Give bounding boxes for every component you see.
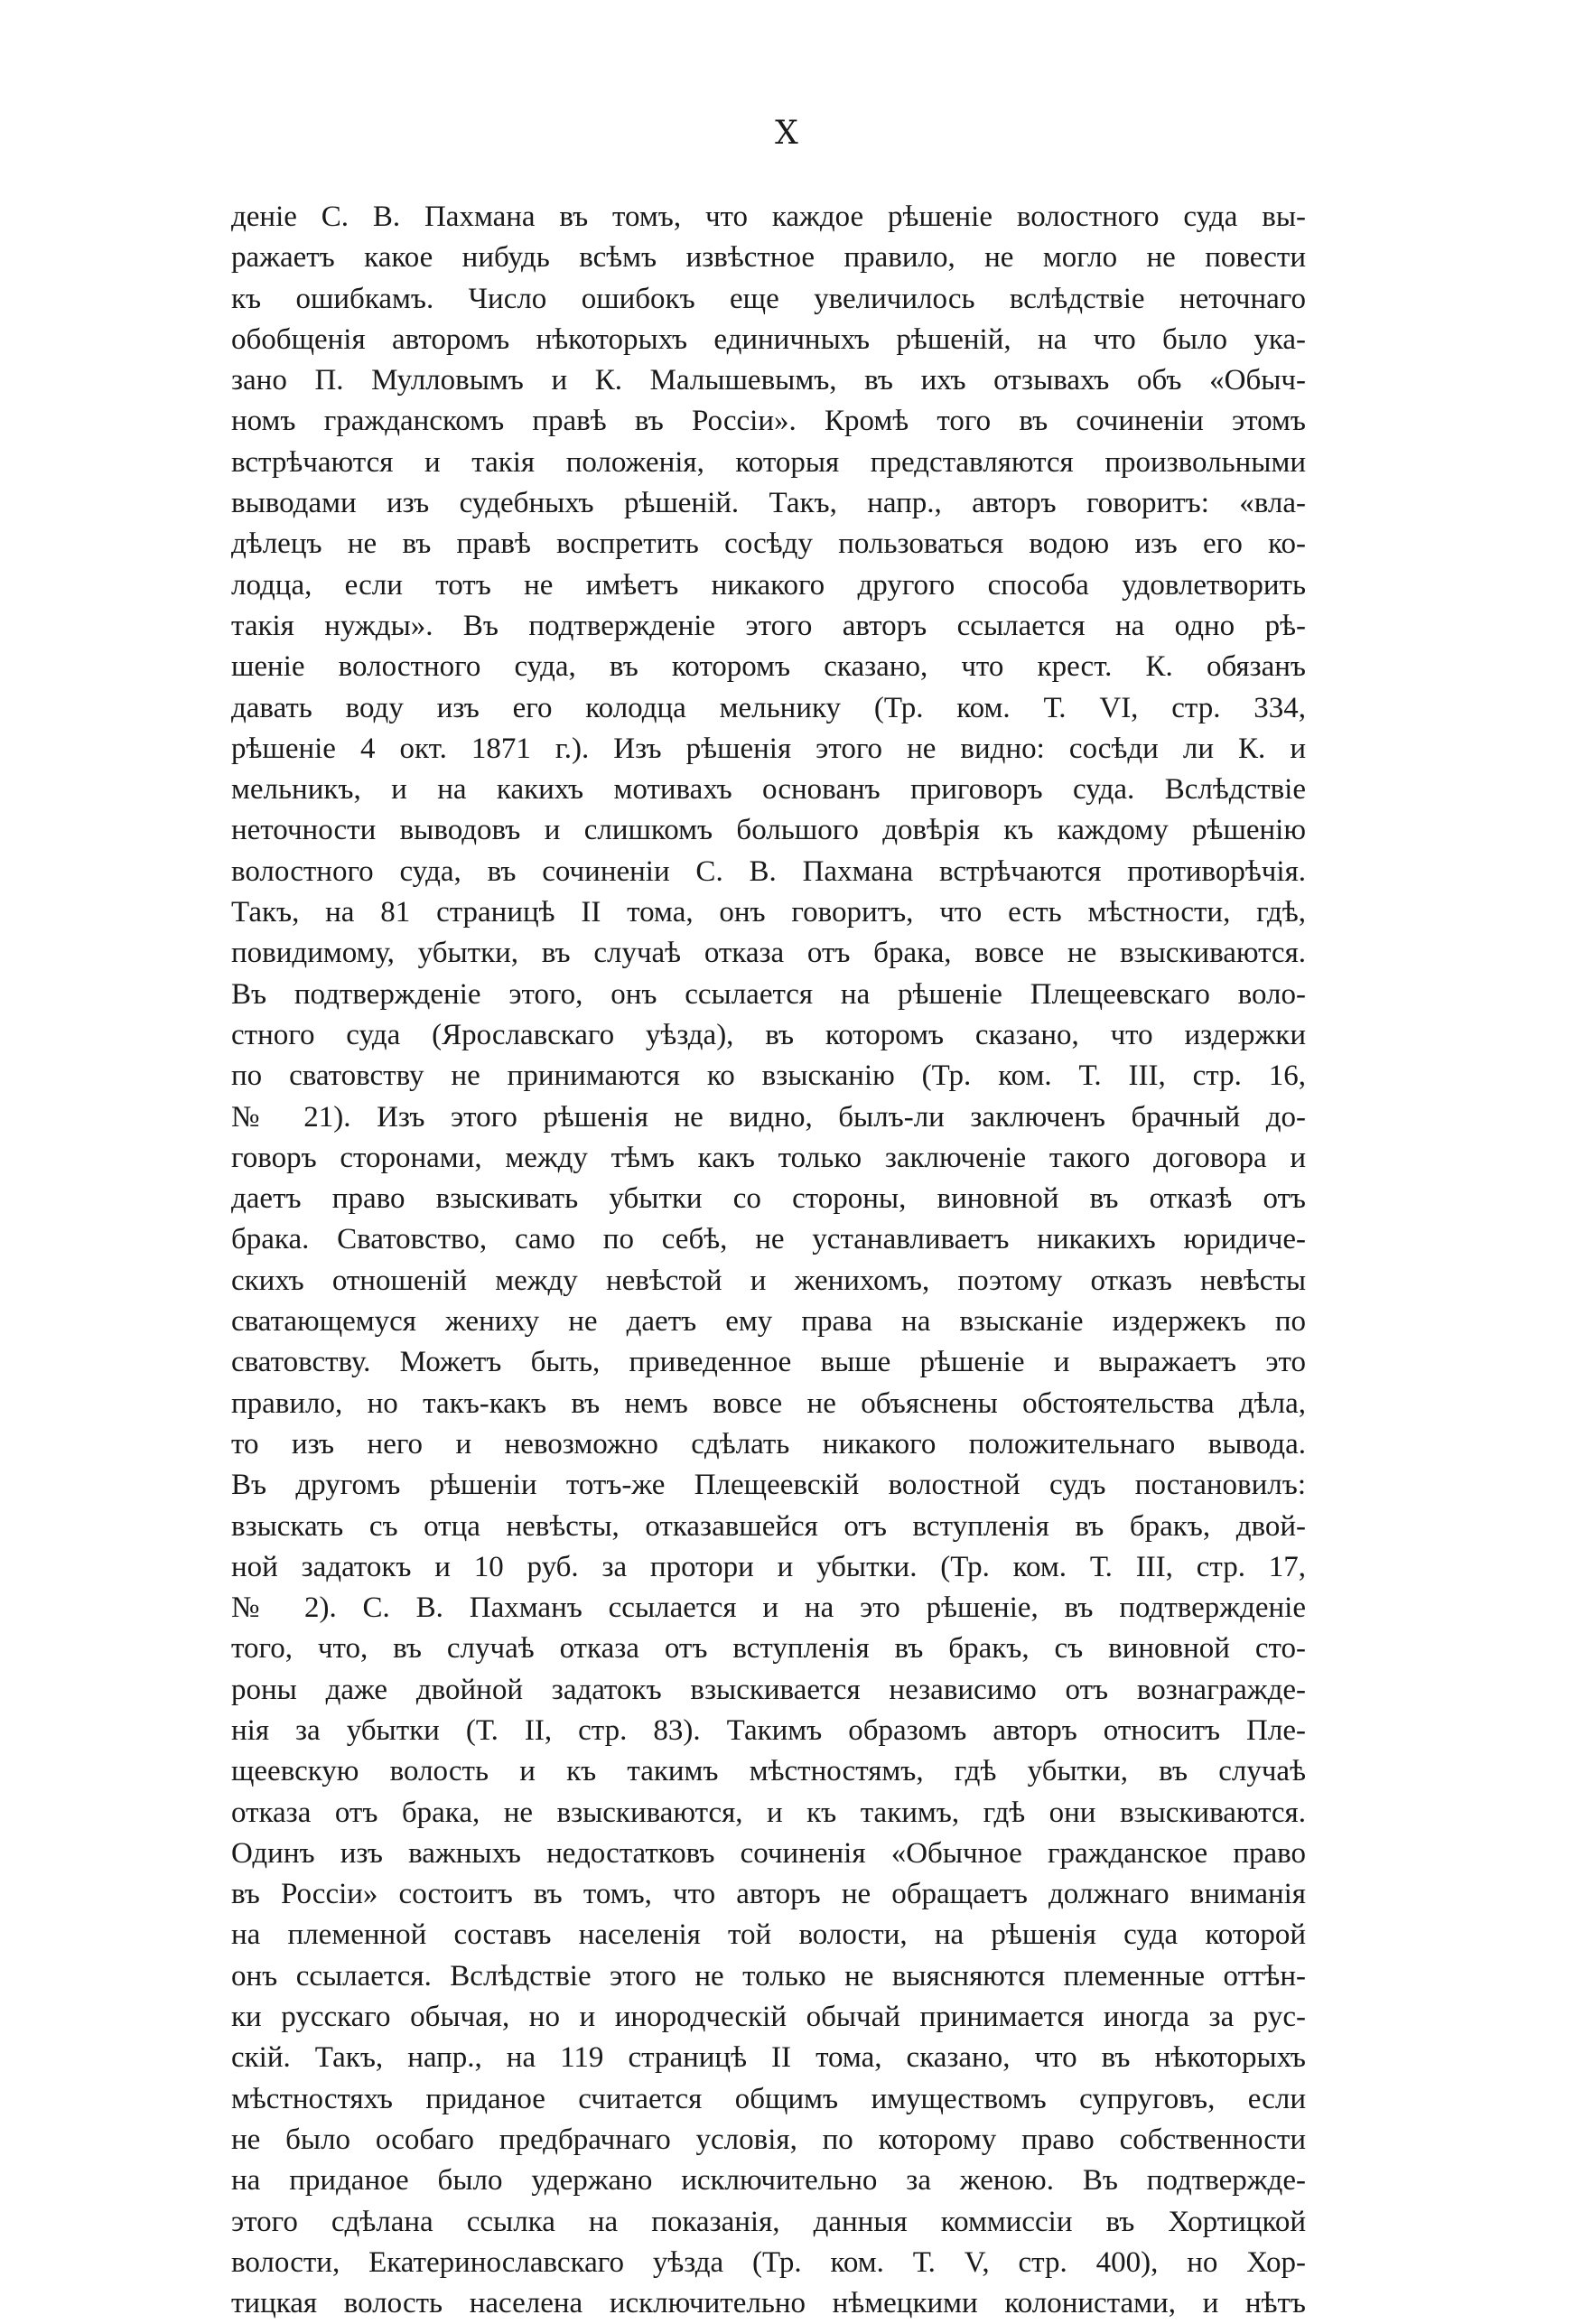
text-line: щеевскую волость и къ такимъ мѣстностямъ, гдѣ убытки, въ случаѣ	[231, 1755, 1306, 1788]
text-line: стного суда (Ярославскаго уѣзда), въ которомъ сказано, что издержки	[231, 1018, 1306, 1051]
text-line: того, что, въ случаѣ отказа отъ вступленія въ бракъ, съ виновной сто-	[231, 1632, 1306, 1666]
text-line: на приданое было удержано исключительно за женою. Въ подтвержде-	[231, 2164, 1306, 2198]
text-line: номъ гражданскомъ правѣ въ Россіи». Кромѣ того въ сочиненіи этомъ	[231, 405, 1306, 438]
text-line: нія за убытки (Т. II, стр. 83). Такимъ образомъ авторъ относитъ Пле-	[231, 1713, 1306, 1747]
text-line: къ ошибкамъ. Число ошибокъ еще увеличилось вслѣдствіе неточнаго	[231, 282, 1306, 315]
text-line: скихъ отношеній между невѣстой и женихомъ, поэтому отказъ невѣсты	[231, 1264, 1306, 1297]
text-line: ки русскаго обычая, но и инородческій обычай принимается иногда за рус-	[231, 2001, 1306, 2034]
text-line: въ Россіи» состоитъ въ томъ, что авторъ не обращаетъ должнаго вниманія	[231, 1878, 1306, 1911]
text-line: Въ другомъ рѣшеніи тотъ-же Плещеевскій волостной судъ постановилъ:	[231, 1469, 1306, 1502]
text-line: дѣлецъ не въ правѣ воспретить сосѣду пользоваться водою изъ его ко-	[231, 527, 1306, 561]
text-line: давать воду изъ его колодца мельнику (Тр. ком. Т. VI, стр. 334,	[231, 691, 1306, 724]
text-line: сватающемуся жениху не даетъ ему права на взысканіе издержекъ по	[231, 1305, 1306, 1339]
text-line: выводами изъ судебныхъ рѣшеній. Такъ, напр., авторъ говоритъ: «вла-	[231, 487, 1306, 520]
text-line: мельникъ, и на какихъ мотивахъ основанъ приговоръ суда. Вслѣдствіе	[231, 773, 1306, 807]
body-text	[231, 197, 1306, 2324]
text-line: сватовству. Можетъ быть, приведенное выше рѣшеніе и выражаетъ это	[231, 1346, 1306, 1379]
text-line: брака. Сватовство, само по себѣ, не устанавливаетъ никакихъ юридиче-	[231, 1223, 1306, 1256]
text-line: ной задатокъ и 10 руб. за протори и убытки. (Тр. ком. Т. III, стр. 17,	[231, 1550, 1306, 1583]
text-line: роны даже двойной задатокъ взыскивается независимо отъ вознагражде-	[231, 1673, 1306, 1706]
text-line: рѣшеніе 4 окт. 1871 г.). Изъ рѣшенія этого не видно: сосѣди ли К. и	[231, 732, 1306, 765]
text-line: волости, Екатеринославскаго уѣзда (Тр. ком. Т. V, стр. 400), но Хор-	[231, 2245, 1306, 2279]
text-line: правило, но такъ-какъ въ немъ вовсе не объяснены обстоятельства дѣла,	[231, 1386, 1306, 1420]
text-line: лодца, если тотъ не имѣетъ никакого другого способа удовлетворить	[231, 568, 1306, 602]
text-line: встрѣчаются и такія положенія, которыя представляются произвольными	[231, 445, 1306, 479]
text-line: по сватовству не принимаются ко взысканію (Тр. ком. Т. III, стр. 16,	[231, 1059, 1306, 1093]
text-line: мѣстностяхъ приданое считается общимъ имуществомъ супруговъ, если	[231, 2082, 1306, 2115]
text-line: не было особаго предбрачнаго условія, по которому право собственности	[231, 2123, 1306, 2156]
page-number: X	[775, 115, 800, 152]
text-line: волостного суда, въ сочиненіи С. В. Пахмана встрѣчаются противорѣчія.	[231, 854, 1306, 888]
text-line: зано П. Мулловымъ и К. Малышевымъ, въ ихъ отзывахъ объ «Обыч-	[231, 364, 1306, 397]
text-line: Такъ, на 81 страницѣ II тома, онъ говоритъ, что есть мѣстности, гдѣ,	[231, 896, 1306, 929]
text-line: даетъ право взыскивать убытки со стороны, виновной въ отказѣ отъ	[231, 1182, 1306, 1216]
text-line: № 2). С. В. Пахманъ ссылается и на это рѣшеніе, въ подтвержденіе	[231, 1591, 1306, 1625]
text-line: Одинъ изъ важныхъ недостатковъ сочиненія «Обычное гражданское право	[231, 1836, 1306, 1870]
text-line: неточности выводовъ и слишкомъ большого довѣрія къ каждому рѣшенію	[231, 814, 1306, 847]
text-line: скій. Такъ, напр., на 119 страницѣ II тома, сказано, что въ нѣкоторыхъ	[231, 2041, 1306, 2075]
text-line: онъ ссылается. Вслѣдствіе этого не только не выясняются племенные оттѣн-	[231, 1959, 1306, 1993]
text-line: ражаетъ какое нибудь всѣмъ извѣстное правило, не могло не повести	[231, 241, 1306, 275]
text-line: отказа отъ брака, не взыскиваются, и къ такимъ, гдѣ они взыскиваются.	[231, 1796, 1306, 1829]
text-line: говоръ сторонами, между тѣмъ какъ только заключеніе такого договора и	[231, 1141, 1306, 1174]
text-line: этого сдѣлана ссылка на показанія, данныя коммиссіи въ Хортицкой	[231, 2205, 1306, 2238]
text-line: шеніе волостного суда, въ которомъ сказано, что крест. К. обязанъ	[231, 650, 1306, 684]
text-line: обобщенія авторомъ нѣкоторыхъ единичныхъ рѣшеній, на что было ука-	[231, 322, 1306, 356]
text-line: такія нужды». Въ подтвержденіе этого авторъ ссылается на одно рѣ-	[231, 609, 1306, 642]
text-line: деніе С. В. Пахмана въ томъ, что каждое рѣшеніе волостного суда вы-	[231, 201, 1306, 233]
text-line: Въ подтвержденіе этого, онъ ссылается на рѣшеніе Плещеевскаго воло-	[231, 977, 1306, 1011]
text-line: тицкая волость населена исключительно нѣмецкими колонистами, и нѣтъ	[231, 2287, 1306, 2320]
text-line: № 21). Изъ этого рѣшенія не видно, былъ-ли заключенъ брачный до-	[231, 1100, 1306, 1134]
text-line: на племенной составъ населенія той волости, на рѣшенія суда которой	[231, 1918, 1306, 1952]
text-line: то изъ него и невозможно сдѣлать никакого положительнаго вывода.	[231, 1427, 1306, 1461]
text-line: взыскать съ отца невѣсты, отказавшейся отъ вступленія въ бракъ, двой-	[231, 1509, 1306, 1543]
text-line: повидимому, убытки, въ случаѣ отказа отъ брака, вовсе не взыскиваются.	[231, 937, 1306, 970]
